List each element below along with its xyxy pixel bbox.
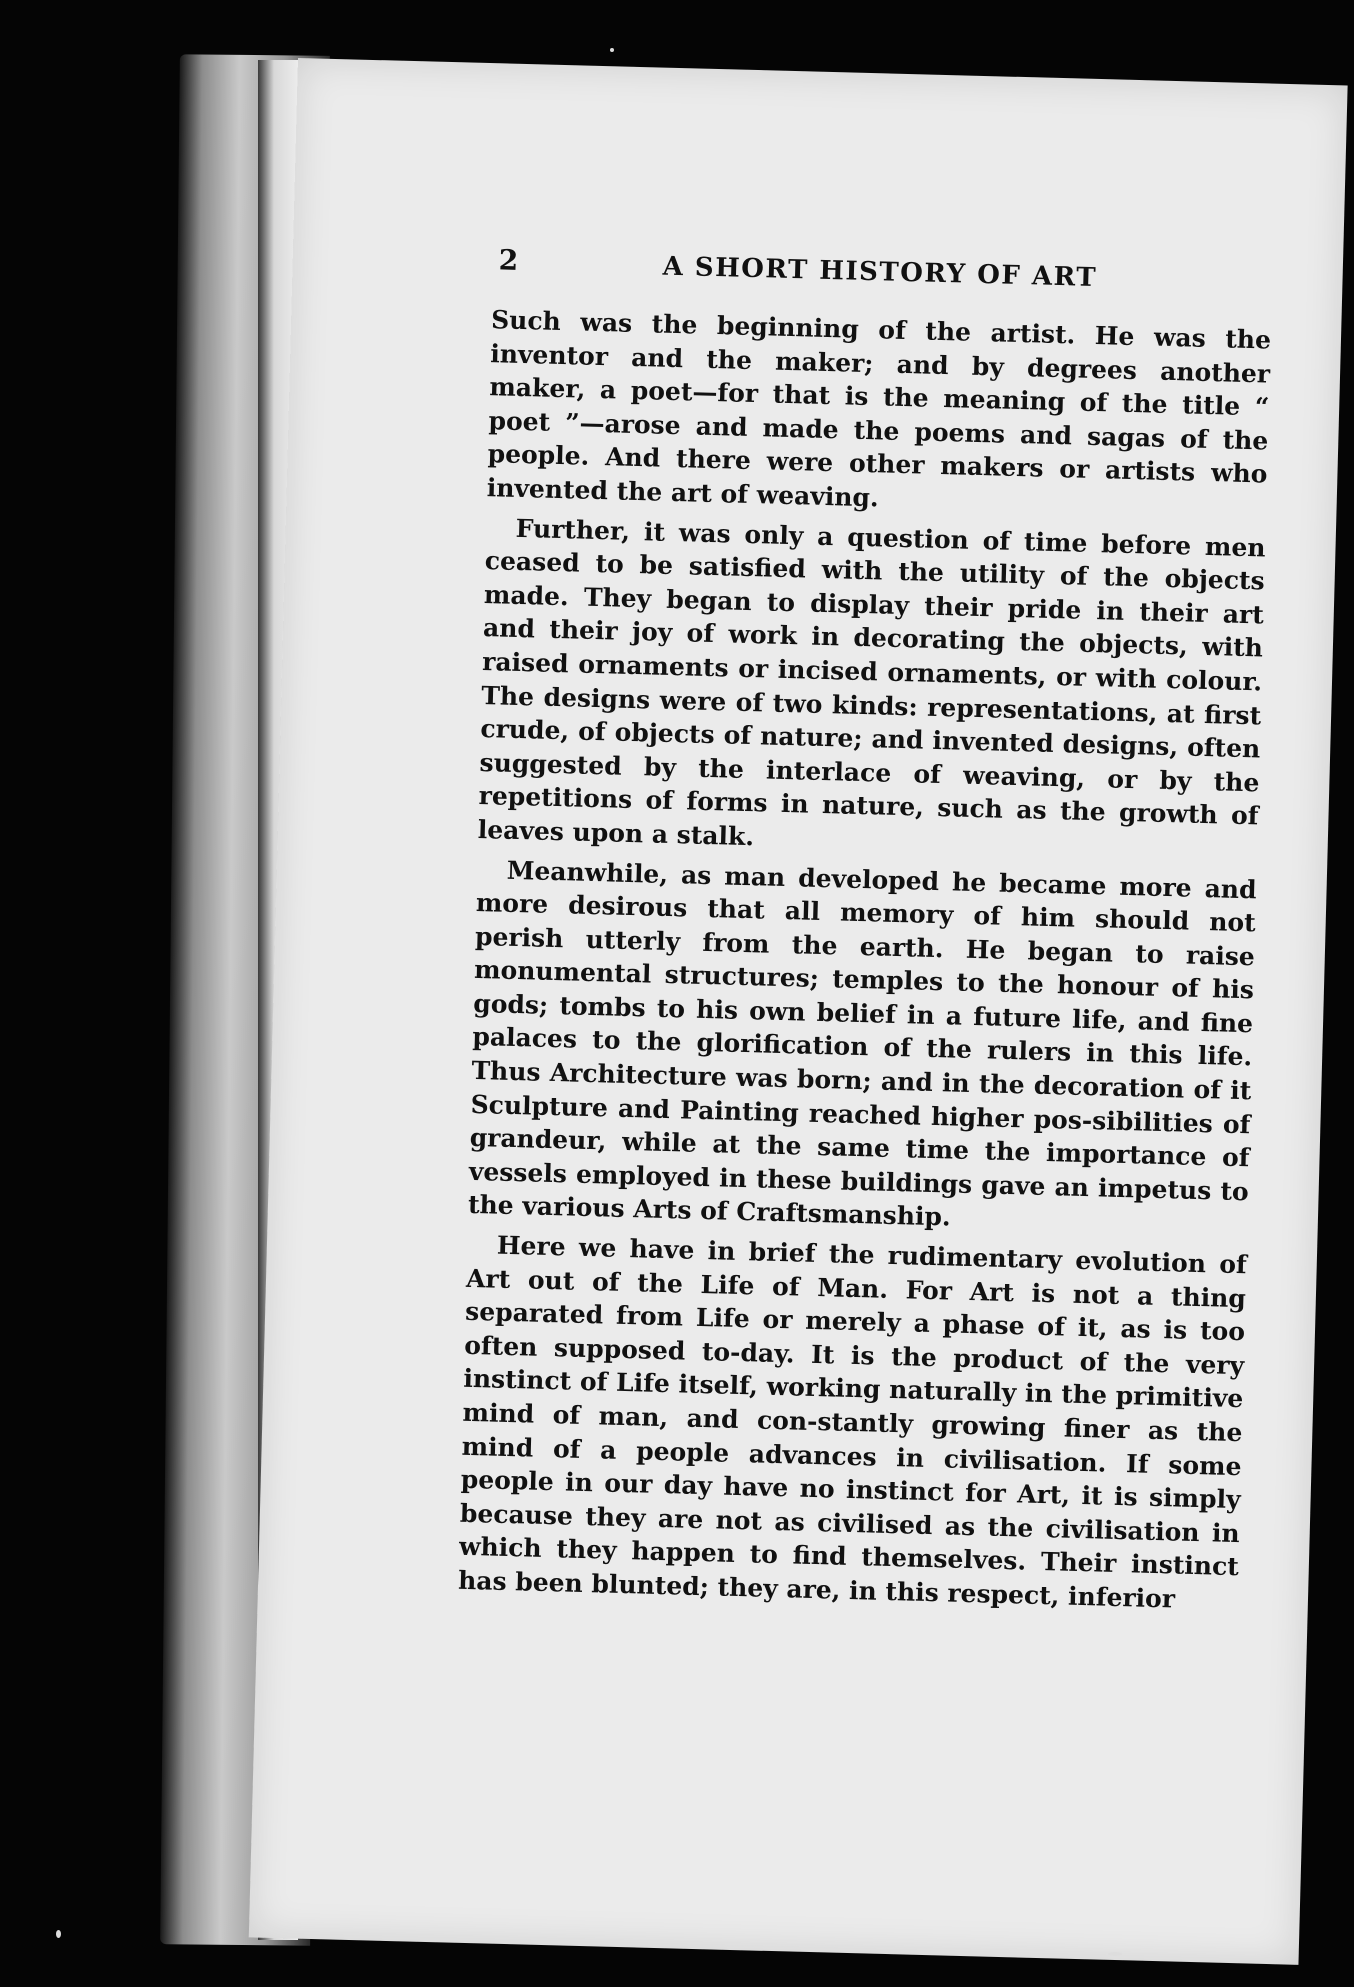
page-title: A SHORT HISTORY OF ART: [662, 251, 1098, 293]
scan-speck: [1108, 1952, 1122, 1956]
page-number: 2: [498, 243, 519, 277]
paragraph-3: Meanwhile, as man developed he became more and more desirous that all memory of him should not perish utterly from the earth. He began to raise monumental structures; temples to the honour of his gods; tombs to his own belief in a future life, and fine palaces to the glorification of the rulers in this life. Thus Architecture was born; and in the decoration of it Sculpture and Painting reached higher pos-sibilities of grandeur, while at the same time the importance of vessels employed in these buildings gave an impetus to the various Arts of Craftsmanship.: [467, 855, 1257, 1232]
book-page: [249, 58, 1348, 1965]
paragraph-4: Here we have in brief the rudimentary evolution of Art out of the Life of Man. For Art is not a thing separated from Life or merely a phase of it, as is too often supposed to-day. It is the product of the very instinct of Life itself, working naturally in the primitive mind of man, and con-stantly growing finer as the mind of a people advances in civilisation. If some people in our day have no instinct for Art, it is simply because they are not as civilised as the civilisation in which they happen to find themselves. Their instinct has been blunted; they are, in this respect, inferior: [457, 1230, 1248, 1614]
paragraph-1: Such was the beginning of the artist. He was the inventor and the maker; and by degrees another maker, a poet—for that is the meaning of the title “ poet ”—arose and made the poems and sagas of the people. And there were other makers or artists who invented the art of weaving.: [486, 305, 1272, 513]
paragraph-2: Further, it was only a question of time before men ceased to be satisfied with the utility of the objects made. They began to display their pride in their art and their joy of work in decorating the objects, with raised ornaments or incised ornaments, or with colour. The designs were of two kinds: representations, at first crude, of objects of nature; and invented designs, often suggested by the interlace of weaving, or by the repetitions of forms in nature, such as the growth of leaves upon a stalk.: [477, 513, 1266, 852]
scan-speck: [56, 1930, 61, 1938]
scan-speck: [610, 48, 614, 52]
running-head: [492, 243, 1273, 309]
page-text-block: [458, 243, 1273, 1618]
